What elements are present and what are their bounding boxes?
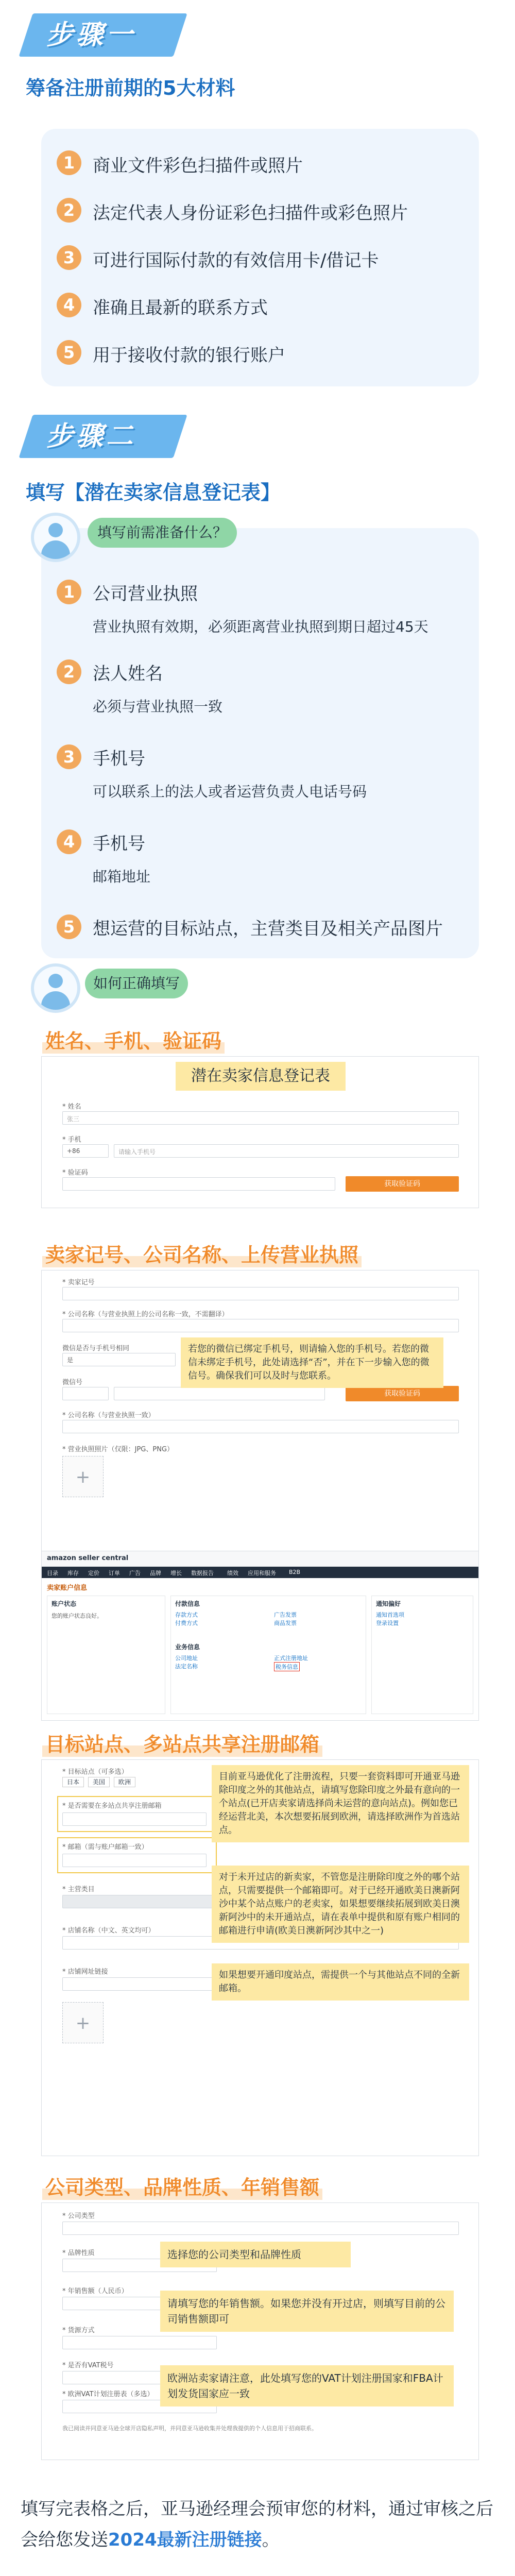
howto-pill: 如何正确填写 (85, 969, 188, 998)
india-note: 如果想要开通印度站点，需提供一个与其他站点不同的全新邮箱。 (212, 1963, 469, 2001)
nav-item[interactable]: B2B (289, 1569, 301, 1575)
payment-info-card (170, 1596, 366, 1714)
prepare-item: 法人姓名 (93, 664, 163, 684)
nav-item[interactable]: 订单 (109, 1570, 120, 1577)
step1-banner: 步骤一 (19, 13, 187, 57)
nav-item[interactable]: 应用和服务 (248, 1570, 276, 1577)
wechat-label: 微信是否与手机号相同 (62, 1345, 130, 1352)
prepare-pill: 填写前需准备什么？ (88, 518, 237, 548)
nav-item[interactable]: 广告 (129, 1570, 141, 1577)
card-link[interactable]: 商品发票 (274, 1620, 297, 1626)
share-email-box (57, 1796, 217, 1832)
upload-product-button[interactable]: + (62, 2002, 104, 2043)
license-label: * 公司名称（与营业执照一致） (62, 1412, 155, 1419)
seller-central-screenshot (41, 1551, 479, 1721)
footer-body: 填写完表格之后，亚马逊经理会预审您的材料，通过审核之后会给您发送 (21, 2499, 493, 2550)
sales-label: * 年销售额（人民币） (62, 2287, 128, 2295)
email-label: * 邮箱（需与账户邮箱一致） (62, 1843, 148, 1851)
prepare-sub: 营业执照有效期，必须距离营业执照到期日超过45天 (93, 618, 428, 635)
material-item: 可进行国际付款的有效信用卡/借记卡 (93, 250, 379, 271)
wechat-note: 若您的微信已绑定手机号，则请输入您的手机号。若您的微信未绑定手机号，此处请选择“否”，并在下一步输入您的微信号。确保我们可以及时与您联系。 (181, 1337, 443, 1388)
site-tag[interactable]: 日本 (62, 1777, 84, 1787)
vat-note: 欧洲站卖家请注意，此处填写您的VAT计划注册国家和FBA计划发货国家应一致 (160, 2365, 454, 2406)
email-box (57, 1837, 217, 1873)
company-input[interactable] (62, 1319, 459, 1332)
share-select[interactable] (62, 1812, 207, 1826)
material-item: 法定代表人身份证彩色扫描件或彩色照片 (93, 203, 408, 224)
email-input[interactable] (62, 1854, 207, 1867)
site-form-card (41, 1759, 479, 2156)
prepare-sub: 可以联系上的法人或者运营负责人电话号码 (93, 783, 367, 800)
fba-label: * 欧洲VAT计划注册表（多选） (62, 2391, 154, 2398)
marker-label: * 卖家记号 (62, 1279, 95, 1286)
nav-item[interactable]: 品牌 (150, 1570, 161, 1577)
site-tag[interactable]: 欧洲 (114, 1777, 135, 1787)
card-link[interactable]: 正式注册地址 (274, 1655, 308, 1662)
prepare-sub: 邮箱地址 (93, 868, 151, 885)
num-badge: 4 (57, 293, 81, 317)
section-c-heading: 目标站点、多站点共享注册邮箱 (42, 1728, 322, 1757)
section-d-heading: 公司类型、品牌性质、年销售额 (42, 2172, 322, 2200)
card-link[interactable]: 法定名称 (175, 1663, 198, 1670)
avatar (31, 513, 80, 562)
section-b-heading: 卖家记号、公司名称、上传营业执照 (42, 1239, 362, 1267)
prepare-item: 想运营的目标站点，主营类目及相关产品图片 (93, 919, 443, 939)
name-input[interactable]: 张三 (62, 1111, 459, 1125)
material-item: 用于接收付款的银行账户 (93, 345, 285, 366)
company-type-form-card (41, 2202, 479, 2460)
brand-label: * 品牌性质 (62, 2249, 95, 2257)
get-code-button-2[interactable]: 获取验证码 (346, 1386, 459, 1401)
card-link[interactable]: 公司地址 (175, 1655, 198, 1662)
code-input[interactable] (62, 1177, 335, 1191)
source-select[interactable] (62, 2336, 217, 2349)
privacy-fineprint: 我已阅读并同意亚马逊全球开店隐私声明，并同意亚马逊收集并处理我提供的个人信息用于招商联系。 (62, 2425, 317, 2432)
company-label: * 公司名称（与营业执照上的公司名称一致，不需翻译） (62, 1311, 229, 1318)
step2-banner: 步骤二 (19, 415, 187, 458)
site-label: * 目标站点（可多选） (62, 1768, 128, 1776)
shop-label: * 店铺名称（中文、英文均可） (62, 1927, 155, 1935)
avatar (31, 963, 80, 1013)
num-badge: 5 (57, 340, 81, 365)
num-badge: 2 (57, 198, 81, 223)
wechat-input[interactable] (114, 1387, 325, 1400)
nav-item[interactable]: 绩效 (227, 1570, 238, 1577)
code-label: * 验证码 (62, 1169, 88, 1177)
phone-prefix-select[interactable]: +86 (62, 1144, 109, 1158)
company-form-card (41, 1270, 479, 1556)
category-label: * 主营类目 (62, 1886, 95, 1893)
marker-input[interactable] (62, 1287, 459, 1300)
upload-license-button[interactable]: + (62, 1456, 104, 1497)
notification-card (371, 1596, 473, 1714)
nav-item[interactable]: 库存 (67, 1570, 79, 1577)
source-label: * 货源方式 (62, 2327, 95, 2334)
email-note: 对于未开过店的新卖家，不管您是注册除印度之外的哪个站点，只需要提供一个邮箱即可。对于已经开通欧美日澳新阿沙中某个站点账户的老卖家，如果想要继续拓展到欧美日澳新阿沙中的未开通站点，请在表单中提供和原有账户相同的邮箱进行申请(欧美日澳新阿沙其中之一) (212, 1866, 469, 1943)
account-status-card (47, 1596, 165, 1714)
prepare-item: 手机号 (93, 749, 145, 769)
footer-text (21, 2494, 494, 2555)
seller-central-logo: amazon seller central (47, 1554, 129, 1562)
card-link[interactable]: 广告发票 (274, 1612, 297, 1618)
seller-central-topbar (42, 1551, 478, 1567)
type-label: * 公司类型 (62, 2212, 95, 2220)
prepare-sub: 必须与营业执照一致 (93, 698, 223, 715)
form-title: 潜在卖家信息登记表 (176, 1062, 346, 1091)
share-label: * 是否需要在多站点共享注册邮箱 (62, 1802, 162, 1810)
type-note: 选择您的公司类型和品牌性质 (160, 2242, 351, 2267)
sales-note: 请填写您的年销售额。如果您并没有开过店，则填写目前的公司销售额即可 (160, 2291, 454, 2332)
nav-item[interactable]: 增长 (170, 1570, 182, 1577)
type-select[interactable] (62, 2222, 459, 2235)
wechat2-label: 微信号 (62, 1379, 83, 1386)
category-select[interactable] (62, 1895, 217, 1908)
prepare-item: 手机号 (93, 834, 145, 854)
wechat-prefix-select[interactable] (62, 1387, 109, 1400)
num-badge: 3 (57, 744, 81, 769)
materials-panel (41, 129, 479, 386)
footer-end: 。 (262, 2530, 280, 2550)
site-tag[interactable]: 美国 (88, 1777, 110, 1787)
num-badge: 4 (57, 829, 81, 854)
nav-item[interactable]: 定价 (88, 1570, 99, 1577)
material-item: 商业文件彩色扫描件或照片 (93, 156, 303, 176)
card-title: 业务信息 (175, 1643, 200, 1651)
num-badge: 2 (57, 659, 81, 684)
site-tags (62, 1777, 135, 1786)
num-badge: 1 (57, 580, 81, 604)
card-text: 您的账户状态良好。 (52, 1613, 102, 1619)
phone-label: * 手机 (62, 1136, 81, 1144)
get-code-button[interactable]: 获取验证码 (346, 1176, 459, 1192)
name-label: * 姓名 (62, 1103, 81, 1111)
nav-item[interactable]: 数据报告 (191, 1570, 214, 1577)
vat-label: * 是否有VAT税号 (62, 2362, 114, 2369)
wechat-select[interactable]: 是 (62, 1353, 176, 1366)
signup-form-card (41, 1056, 479, 1208)
material-item: 准确且最新的联系方式 (93, 298, 268, 318)
card-link[interactable]: 登录设置 (376, 1620, 399, 1626)
seller-page-title: 卖家账户信息 (47, 1584, 88, 1592)
link-label: * 店铺网址链接 (62, 1968, 108, 1976)
step2-title: 填写【潜在卖家信息登记表】 (26, 481, 281, 504)
card-link[interactable]: 通知首选项 (376, 1612, 404, 1618)
num-badge: 3 (57, 245, 81, 270)
card-link[interactable]: 付费方式 (175, 1620, 198, 1626)
num-badge: 1 (57, 150, 81, 175)
footer-highlight: 2024最新注册链接 (108, 2530, 262, 2550)
section-a-heading: 姓名、手机、验证码 (42, 1025, 225, 1054)
card-title: 账户状态 (52, 1600, 77, 1607)
phone-input[interactable]: 请输入手机号 (114, 1144, 459, 1158)
seller-central-nav (42, 1567, 478, 1578)
card-title: 通知偏好 (376, 1600, 401, 1607)
prepare-item: 公司营业执照 (93, 584, 198, 604)
prepare-panel (41, 528, 479, 958)
license-input[interactable] (62, 1420, 459, 1433)
step1-title: 筹备注册前期的5大材料 (26, 77, 235, 99)
tax-info-link[interactable]: 税务信息 (274, 1662, 300, 1671)
card-title: 付款信息 (175, 1600, 200, 1607)
upload-label: * 营业执照照片（仅限：JPG、PNG） (62, 1446, 174, 1453)
nav-item[interactable]: 目录 (47, 1570, 58, 1577)
site-note: 目前亚马逊优化了注册流程，只要一套资料即可开通亚马逊除印度之外的其他站点，请填写您除印度之外最有意向的一个站点(已开店卖家请选择尚未运营的意向站点)。例如您已经运营北美，本次想要拓展到欧洲，请选择欧洲作为首选站点。 (212, 1765, 469, 1842)
num-badge: 5 (57, 914, 81, 939)
card-link[interactable]: 存款方式 (175, 1612, 198, 1618)
